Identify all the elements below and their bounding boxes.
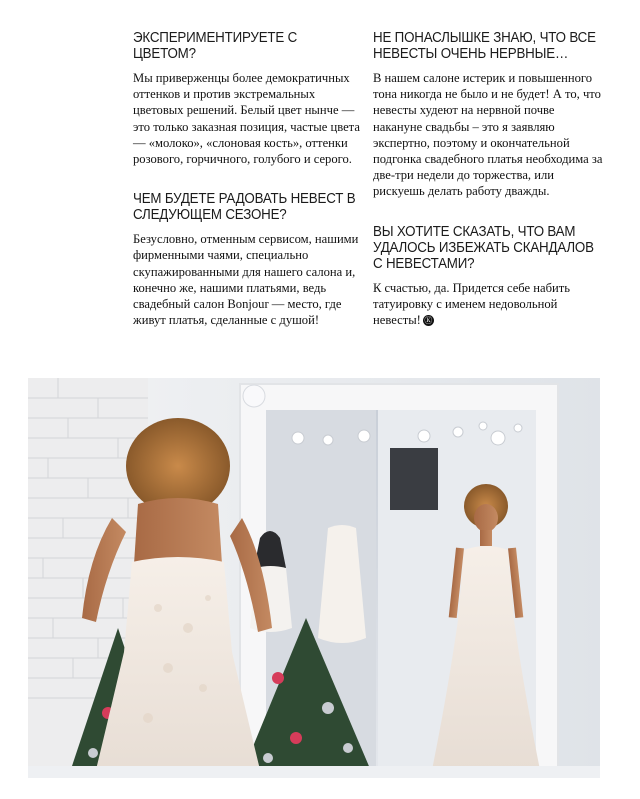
heading-nervous-brides: НЕ ПОНАСЛЫШКЕ ЗНАЮ, ЧТО ВСЕ НЕВЕСТЫ ОЧЕНЬ НЕРВНЫЕ… <box>373 30 596 62</box>
paragraph-no-scandals-text: К счастью, да. Придется себе набить татуировку с именем недовольной невесты! <box>373 280 570 328</box>
heading-color: ЭКСПЕРИМЕНТИРУЕТЕ С ЦВЕТОМ? <box>133 30 298 62</box>
heading-next-season: ЧЕМ БУДЕТЕ РАДОВАТЬ НЕВЕСТ В СЛЕДУЮЩЕМ СЕЗОНЕ? <box>133 191 356 224</box>
paragraph-no-scandals <box>373 280 605 329</box>
bridal-salon-photo <box>28 378 600 778</box>
paragraph-color: Мы приверженцы более демократичных оттенков и против экстремальных цветовых решений. Белый цвет нынче — это только заказная позиция, частые цвета — «молоко», «слоновая кость», оттенки розового, горчичного, голубого и серого. <box>133 71 360 167</box>
paragraph-nervous-brides: В нашем салоне истерик и повышенного тона никогда не было и не будет! А то, что невесты худеют на нервной почве накануне свадьбы – это я заявляю экспертно, поэтому и окончательной подгонка свадебного платья необходима за две-три недели до торжества, или рискуешь делать работу дважды. <box>373 71 603 199</box>
end-mark-icon: Ⓚ <box>424 316 433 326</box>
left-column <box>133 30 361 352</box>
paragraph-next-season: Безусловно, отменным сервисом, нашими фирменными чаями, специально скупажированными для нашего салона и, конечно же, нашими платьями, ведь свадебный салон Bonjour — место, где живут платья, сделанные с душой! <box>133 232 359 328</box>
heading-no-scandals: ВЫ ХОТИТЕ СКАЗАТЬ, ЧТО ВАМ УДАЛОСЬ ИЗБЕЖАТЬ СКАНДАЛОВ С НЕВЕСТАМИ? <box>373 223 594 272</box>
right-column <box>373 30 605 352</box>
